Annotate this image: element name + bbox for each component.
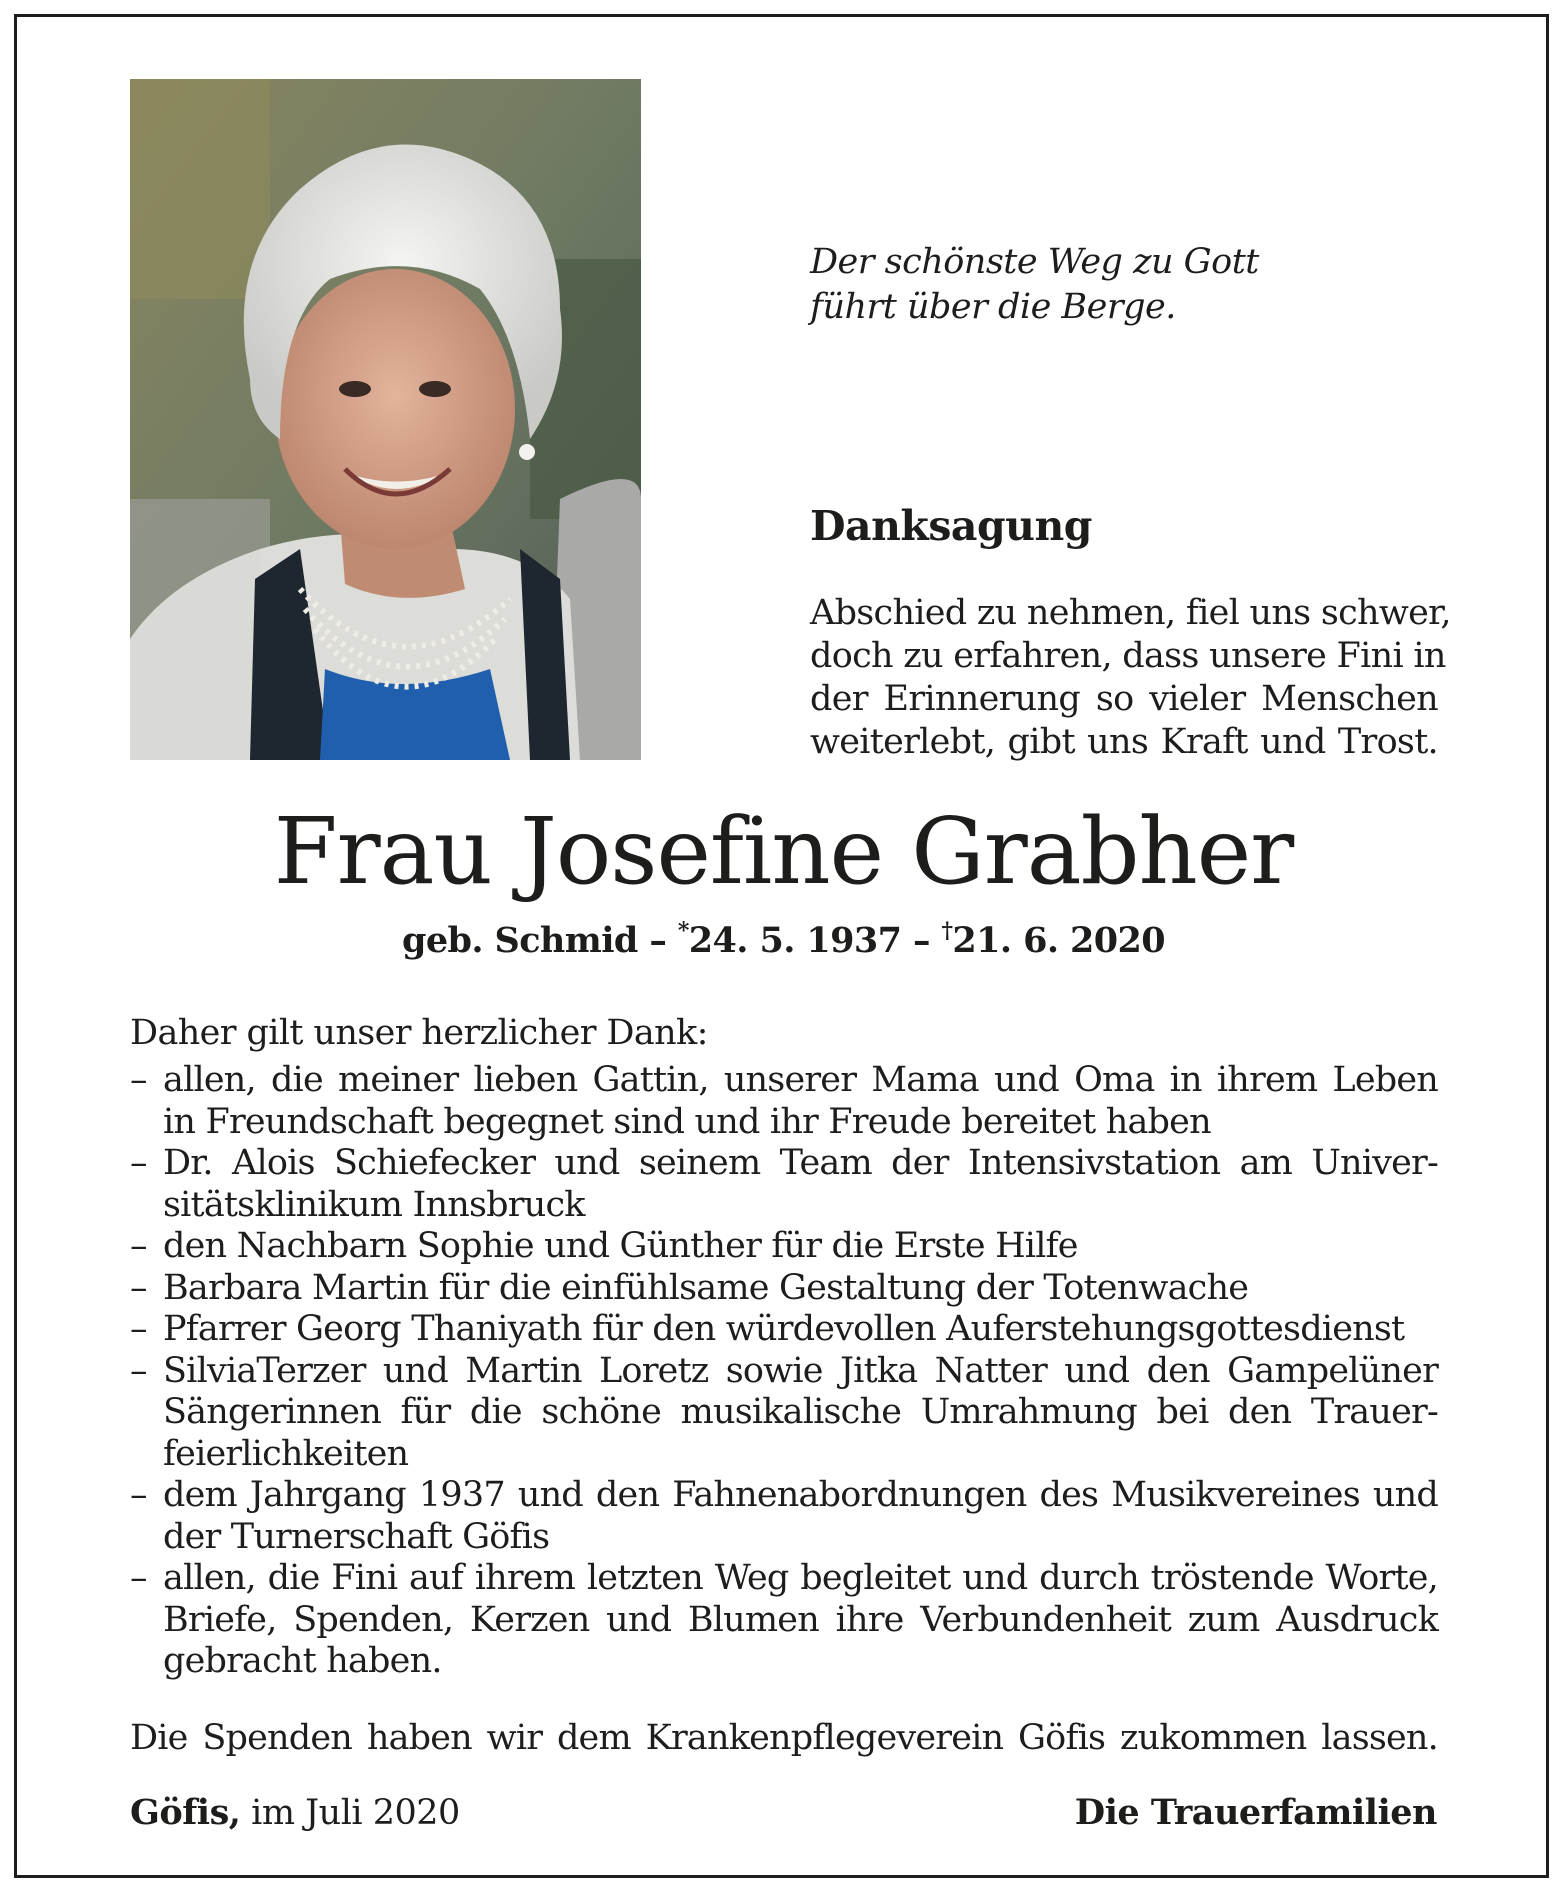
thanks-item-line: gebracht haben. — [163, 1641, 442, 1681]
dash-bullet: – — [130, 1309, 147, 1349]
thanks-item-line: allen, die Fini auf ihrem letzten Weg begleitet und durch tröstende Worte, — [163, 1558, 1438, 1598]
place-date — [130, 1792, 460, 1833]
thanks-item — [130, 1558, 1438, 1683]
death-mark: † — [941, 918, 953, 944]
donation-note: Die Spenden haben wir dem Krankenpflegeverein Göfis zukommen lassen. — [130, 1718, 1438, 1758]
dash-bullet: – — [130, 1558, 147, 1598]
date: im Juli 2020 — [251, 1793, 460, 1833]
thanks-item-line: sitätsklinikum Innsbruck — [163, 1184, 585, 1225]
thanks-intro: Daher gilt unser herzlicher Dank: — [130, 1013, 708, 1053]
thanks-item-line: der Turnerschaft Göfis — [163, 1516, 550, 1557]
danksagung-line: der Erinnerung so vieler Menschen — [810, 679, 1438, 719]
birth-mark: * — [677, 918, 689, 944]
thanks-item — [130, 1268, 1438, 1310]
thanks-item-line: Barbara Martin für die einfühlsame Gestaltung der Totenwache — [163, 1267, 1249, 1308]
thanks-item — [130, 1143, 1438, 1226]
thanks-item-line: Briefe, Spenden, Kerzen und Blumen ihre Verbundenheit zum Ausdruck — [163, 1599, 1438, 1640]
danksagung-text — [810, 592, 1451, 764]
dash-bullet: – — [130, 1350, 147, 1391]
thanks-item — [130, 1226, 1438, 1268]
thanks-item — [130, 1060, 1438, 1143]
portrait-image — [130, 79, 641, 760]
death-date: 21. 6. 2020 — [952, 920, 1166, 961]
thanks-item-line: SilviaTerzer und Martin Loretz sowie Jitka Natter und den Gampelüner — [163, 1350, 1438, 1391]
dash-bullet: – — [130, 1267, 147, 1308]
dash-bullet: – — [130, 1475, 147, 1515]
thanks-item-line: allen, die meiner lieben Gattin, unserer Mama und Oma in ihrem Leben — [163, 1060, 1438, 1100]
danksagung-line: weiterlebt, gibt uns Kraft und Trost. — [810, 722, 1438, 762]
quote-line: führt über die Berge. — [810, 287, 1176, 327]
maiden-name: geb. Schmid — [401, 920, 638, 961]
thanks-item — [130, 1309, 1438, 1351]
thanks-item-line: den Nachbarn Sophie und Günther für die Erste Hilfe — [163, 1226, 1078, 1266]
dash-bullet: – — [130, 1143, 147, 1183]
thanks-item-line: Sängerinnen für die schöne musikalische Umrahmung bei den Trauer- — [163, 1392, 1438, 1432]
dash-bullet: – — [130, 1060, 147, 1100]
birth-death-dates — [0, 918, 1567, 961]
portrait-photo — [130, 79, 641, 760]
separator: – — [649, 920, 667, 961]
deceased-name: Frau Josefine Grabher — [273, 798, 1294, 905]
thanks-list — [130, 1060, 1438, 1683]
danksagung-line: doch zu erfahren, dass unsere Fini in — [810, 636, 1446, 676]
epigraph-quote — [810, 240, 1259, 330]
danksagung-heading: Danksagung — [810, 502, 1092, 550]
signature: Die Trauerfamilien — [1074, 1792, 1437, 1833]
thanks-item-line: Dr. Alois Schiefecker und seinem Team der Intensivstation am Univer- — [163, 1143, 1438, 1183]
thanks-item-line: in Freundschaft begegnet sind und ihr Freude bereitet haben — [163, 1101, 1211, 1142]
quote-line: Der schönste Weg zu Gott — [810, 242, 1259, 282]
thanks-item-line: dem Jahrgang 1937 und den Fahnenabordnungen des Musikvereines und — [163, 1475, 1438, 1515]
dash-bullet: – — [130, 1226, 147, 1266]
danksagung-line: Abschied zu nehmen, fiel uns schwer, — [810, 593, 1451, 633]
thanks-item-line: feierlichkeiten — [163, 1433, 409, 1474]
separator: – — [913, 920, 930, 961]
birth-date: 24. 5. 1937 — [688, 920, 902, 961]
thanks-item — [130, 1351, 1438, 1476]
thanks-item-line: Pfarrer Georg Thaniyath für den würdevollen Auferstehungsgottesdienst — [163, 1309, 1405, 1349]
place: Göfis, — [130, 1792, 241, 1833]
thanks-item — [130, 1475, 1438, 1558]
